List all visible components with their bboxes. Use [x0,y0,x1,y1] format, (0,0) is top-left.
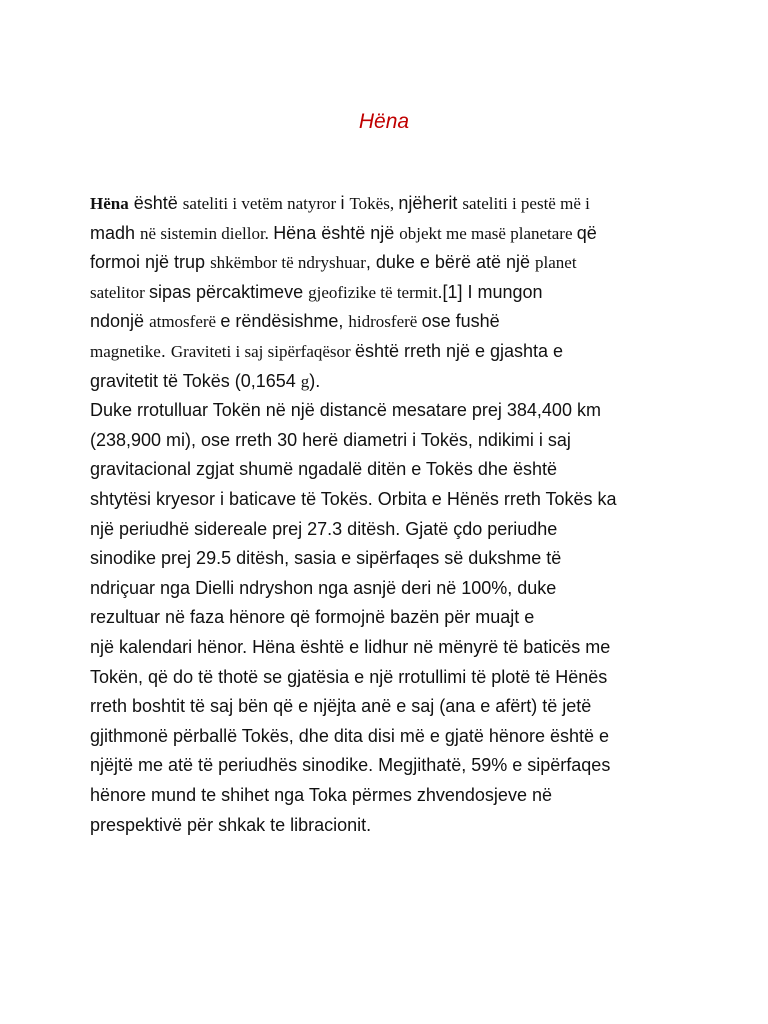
text-line: hënore mund te shihet nga Toka përmes zhvendosjeve në [90,785,552,805]
document-title: Hëna [358,110,410,133]
text-segment: Tokës, [349,194,399,213]
text-line: gjithmonë përballë Tokës, dhe dita disi më e gjatë hënore është e [90,725,610,746]
text-line [90,190,690,218]
text-segment: .[1] I mungon [437,281,543,302]
text-line: prespektivë për shkak te libracionit. [90,814,372,835]
text-line: një periudhë sidereale prej 27.3 ditësh. Gjatë çdo periudhe [90,518,558,539]
text-segment: . [160,341,171,361]
text-segment: është [128,193,183,213]
text-segment: madh [90,222,141,243]
text-segment: në sistemin diellor. [140,223,274,243]
text-line: gravitacional zgjat shumë ngadalë ditën e Tokës dhe është [90,459,557,480]
text-line: rreth boshtit të saj bën që e njëjta anë e saj (ana e afërt) të jetë [90,696,592,717]
text-line: Tokën, që do të thotë se gjatësia e një rrotullimi të plotë të Hënës [90,666,608,687]
text-segment: formoi një trup [90,252,211,273]
text-line: një kalendari hënor. Hëna është e lidhur në mënyrë të baticës me [90,637,611,657]
text-line: (238,900 mi), ose rreth 30 herë diametri i Tokës, ndikimi i saj [90,429,571,450]
text-segment: gravitetit të Tokës (0,1654 [90,370,301,391]
text-line [90,368,690,396]
text-segment: , duke e bërë atë një [365,252,535,273]
text-segment: hidrosferë [348,312,422,332]
text-segment: i [340,193,350,213]
text-segment: gjeofizike të termit [308,282,438,302]
text-segment: ose fushë [421,311,500,332]
text-segment: njëherit [398,193,463,213]
text-line: ndriçuar nga Dielli ndryshon nga asnjë deri në 100%, duke [90,577,557,598]
text-segment: sipas përcaktimeve [149,281,309,302]
text-line [90,220,690,248]
text-line: Duke rrotulluar Tokën në një distancë mesatare prej 384,400 km [90,400,601,421]
text-segment: Graviteti i saj sipërfaqësor [170,342,355,361]
text-segment: të ndryshuar [281,253,366,273]
text-segment: planet [535,253,577,273]
text-line [90,279,690,307]
text-segment: shkëmbor [210,253,282,273]
text-segment: objekt me masë planetare [399,223,577,243]
text-line [90,249,690,277]
text-segment: g [300,371,310,391]
text-segment: ). [309,370,321,391]
text-segment: atmosferë [149,312,221,332]
text-segment: e rëndësishme, [220,311,349,332]
text-line: sinodike prej 29.5 ditësh, sasia e sipërfaqes së dukshme të [90,548,562,569]
text-segment: që [576,222,597,243]
text-line [90,308,690,336]
text-segment: magnetike [90,342,161,361]
text-line: shtytësi kryesor i baticave të Tokës. Orbita e Hënës rreth Tokës ka [90,489,617,509]
text-segment: Hëna [90,194,129,213]
text-line [90,338,690,366]
text-segment: është rreth një e gjashta e [354,341,564,361]
text-segment: ndonjë [90,311,150,332]
text-line: rezultuar në faza hënore që formojnë bazën për muajt e [90,607,535,628]
text-line: njëjtë me atë të periudhës sinodike. Megjithatë, 59% e sipërfaqes [90,755,611,776]
text-segment: sateliti i pestë më i [462,194,590,213]
text-segment: satelitor [90,282,150,302]
text-segment: Hëna është një [273,222,400,243]
text-segment: sateliti i vetëm natyror [182,194,341,213]
